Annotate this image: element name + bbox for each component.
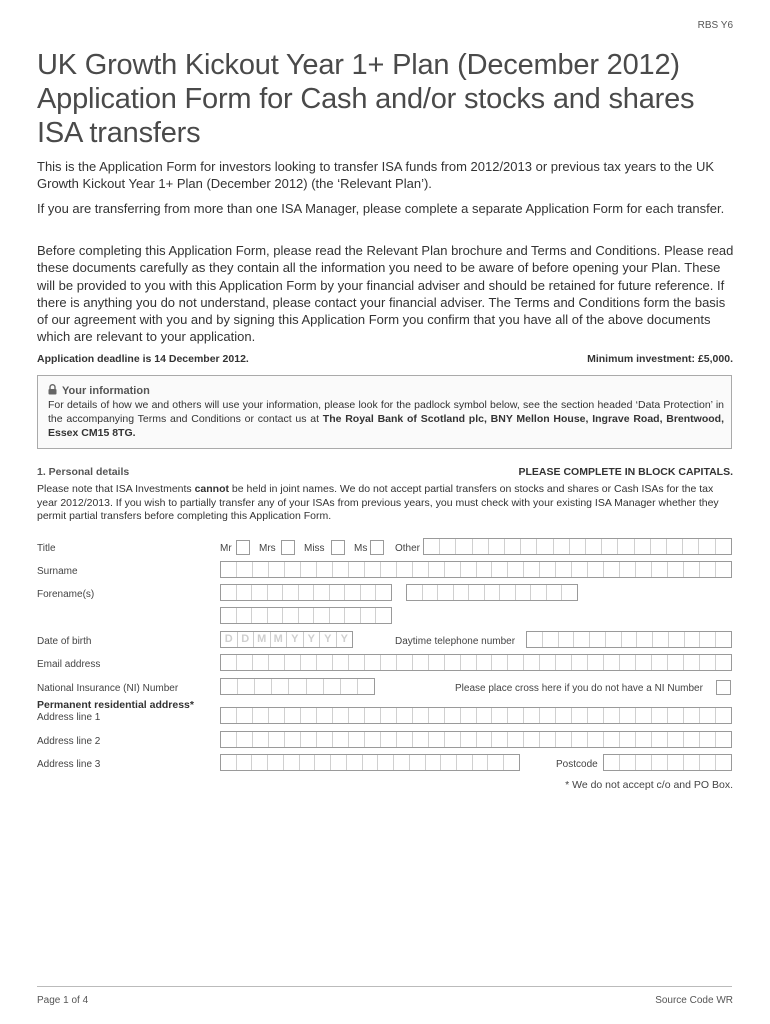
section-heading-personal-details: 1. Personal details [37, 466, 130, 478]
your-information-box [37, 375, 732, 449]
dob-input[interactable] [220, 631, 353, 648]
forename-input-2[interactable] [406, 584, 578, 601]
intro-paragraph-2: If you are transferring from more than one ISA Manager, please complete a separate Application Form for each transfer. [37, 201, 725, 216]
mrs-checkbox[interactable] [281, 540, 295, 555]
other-title-input[interactable] [423, 538, 732, 555]
dob-year-2: Y [304, 632, 321, 647]
phone-label: Daytime telephone number [395, 636, 516, 647]
dob-year-4: Y [340, 633, 348, 645]
note-text-bold: cannot [194, 483, 230, 495]
page-number: Page 1 of 4 [37, 995, 89, 1006]
address-line-3-label: Address line 3 [37, 759, 101, 770]
title-line-3: ISA transfers [37, 117, 201, 149]
miss-checkbox[interactable] [331, 540, 345, 555]
document-code: RBS Y6 [697, 20, 733, 31]
info-address: The Royal Bank of Scotland plc, BNY Mellon House, Ingrave Road, Brentwood, Essex CM15 8TG. [48, 413, 724, 439]
mrs-label: Mrs [259, 543, 276, 554]
info-heading-text: Your information [62, 385, 150, 397]
no-ni-checkbox[interactable] [716, 680, 731, 695]
mr-checkbox[interactable] [236, 540, 250, 555]
address-line-2-label: Address line 2 [37, 736, 101, 747]
minimum-investment: Minimum investment: £5,000. [587, 353, 733, 365]
forenames-label: Forename(s) [37, 589, 95, 600]
title-label: Title [37, 543, 56, 554]
dob-year-1: Y [287, 632, 304, 647]
surname-input[interactable] [220, 561, 732, 578]
email-label: Email address [37, 659, 101, 670]
title-line-2: Application Form for Cash and/or stocks and shares [37, 83, 695, 115]
address-heading: Permanent residential address* [37, 699, 194, 711]
dob-month-1: M [254, 632, 271, 647]
dob-year-3: Y [320, 632, 337, 647]
intro-paragraph-1: This is the Application Form for investors looking to transfer ISA funds from 2012/2013 or previous tax years to the UK Growth Kickout Year 1+ Plan (December 2012) (the ‘Relevant Plan’). [37, 159, 715, 192]
email-input[interactable] [220, 654, 732, 671]
joint-names-note [37, 483, 734, 524]
info-heading [48, 384, 150, 397]
ni-input[interactable] [220, 678, 375, 695]
forename-input-3[interactable] [220, 607, 392, 624]
address-line-2-input[interactable] [220, 731, 732, 748]
address-line-1-input[interactable] [220, 707, 732, 724]
padlock-icon [48, 384, 57, 395]
miss-label: Miss [304, 543, 325, 554]
info-text [48, 398, 724, 440]
note-text-b: be held in joint names. We do not accept partial transfers on stocks and shares or Cash ISAs for the tax year 2012/2013. If you wish to partially transfer any of your ISAs from previous years, you must check with your existing ISA Manager whether they permit partial transfers before completing this Application Form. [37, 483, 719, 522]
phone-input[interactable] [526, 631, 732, 648]
footer-divider [37, 986, 732, 987]
surname-label: Surname [37, 566, 78, 577]
dob-label: Date of birth [37, 636, 92, 647]
note-text-a: Please note that ISA Investments [37, 483, 195, 495]
ni-label: National Insurance (NI) Number [37, 683, 179, 694]
postcode-input[interactable] [603, 754, 732, 771]
intro-paragraph-3: Before completing this Application Form, please read the Relevant Plan brochure and Terms and Conditions. Please read these documents carefully as they contain all the information you need to be aware of before opening your Plan. These will be provided to you with this Application Form by your financial adviser and should be retained for future reference. If there is anything you do not understand, please contact your financial adviser. The Terms and Conditions form the basis of our agreement with you and by signing this Application Form you confirm that you have all of the above documents which are relevant to your application. [37, 243, 734, 345]
page-title [37, 48, 737, 150]
ms-label: Ms [354, 543, 368, 554]
dob-day-2: D [238, 632, 255, 647]
no-ni-label: Please place cross here if you do not have a NI Number [455, 683, 703, 694]
block-capitals-note: PLEASE COMPLETE IN BLOCK CAPITALS. [518, 466, 733, 478]
application-deadline: Application deadline is 14 December 2012. [37, 353, 249, 365]
dob-month-2: M [271, 632, 288, 647]
address-line-3-input[interactable] [220, 754, 520, 771]
postcode-label: Postcode [556, 759, 598, 770]
title-line-1: UK Growth Kickout Year 1+ Plan (December 2012) [37, 49, 680, 81]
other-label: Other [395, 543, 421, 554]
address-note: * We do not accept c/o and PO Box. [565, 779, 733, 791]
mr-label: Mr [220, 543, 232, 554]
forename-input-1[interactable] [220, 584, 392, 601]
source-code: Source Code WR [655, 995, 733, 1006]
info-text-body: For details of how we and others will use your information, please look for the padlock symbol below, see the section headed ‘Data Protection’ in the accompanying Terms and Conditions or contact us at [48, 399, 724, 425]
ms-checkbox[interactable] [370, 540, 384, 555]
dob-day-1: D [221, 632, 238, 647]
address-line-1-label: Address line 1 [37, 712, 101, 723]
